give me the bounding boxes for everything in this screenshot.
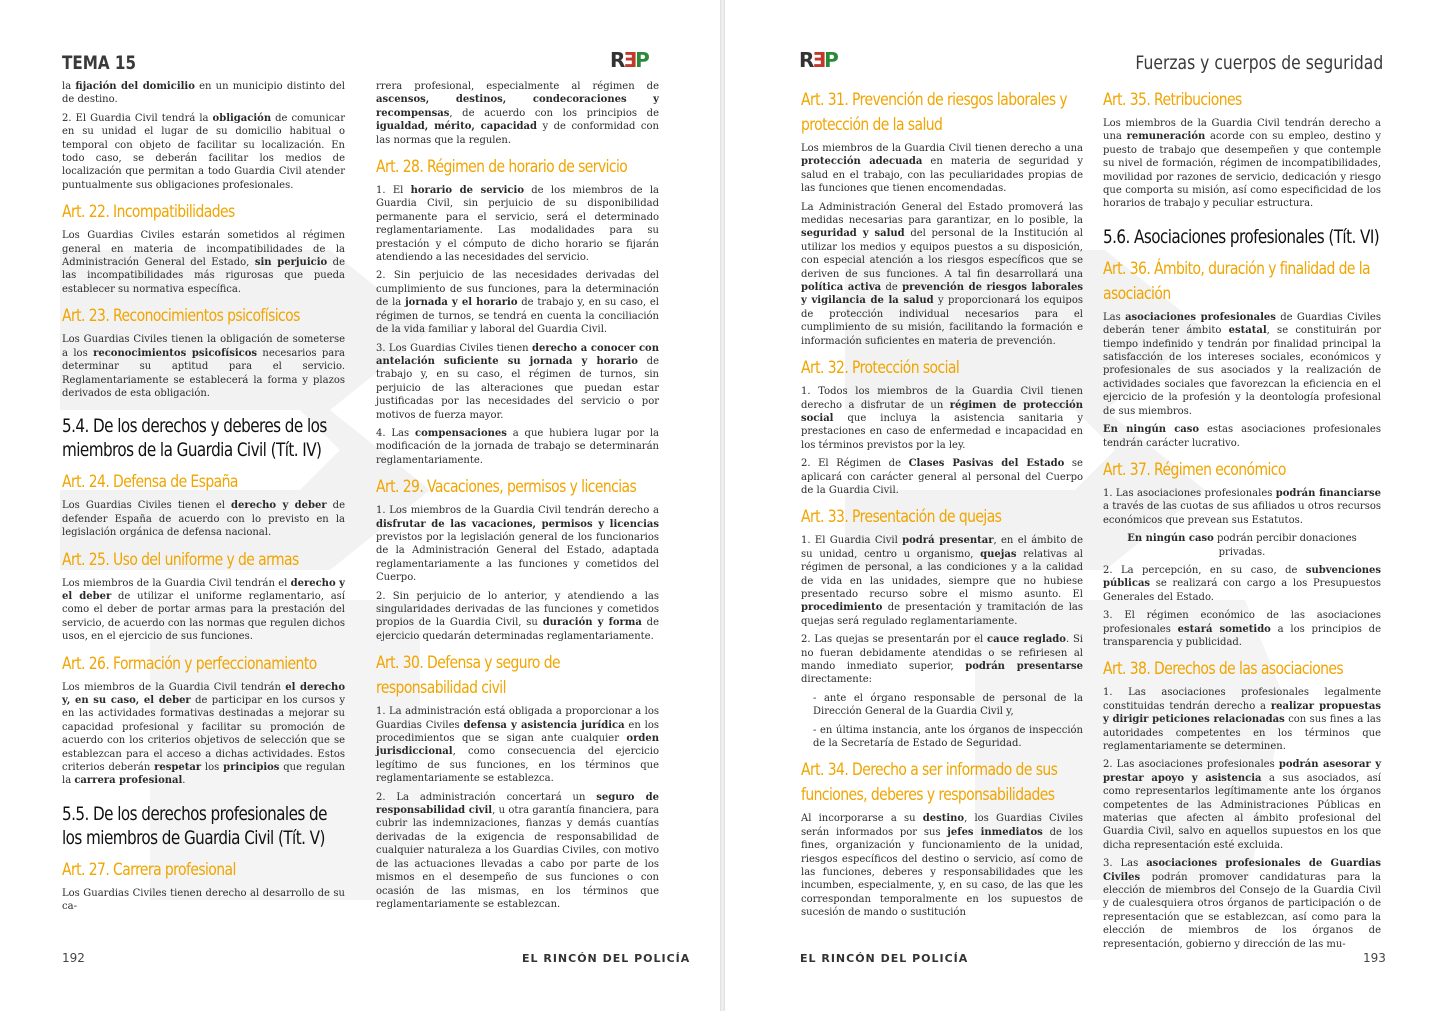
paragraph: 2. Las asociaciones profesionales podrán asesorar y prestar apoyo y asistencia a sus asociados, así como representarlos legítimamente ante los órganos competentes de las Administraciones Públicas en materias que afecten al ámbito profesional del Guardia Civil, salvo en aquellos supuestos en los que dicha representación esté excluida. — [1103, 759, 1382, 851]
paragraph: 1. El horario de servicio de los miembros de la Guardia Civil, sin perjuicio de su disponibilidad permanente para el servicio, será el determinado reglamentariamente. Las modalidades para su prestación y el cómputo de dicho horario se fijarán atendiendo a las necesidades del servicio. — [376, 185, 659, 264]
paragraph: 2. El Guardia Civil tendrá la obligación de comunicar en su unidad el lugar de su domicilio habitual o temporal con objeto de facilitar su localización. En todo caso, se deberán facilitar los medios de localización que permitan a todo Guardia Civil atender puntualmente sus obligaciones profesionales. — [62, 112, 345, 191]
paragraph: Los miembros de la Guardia Civil tendrán el derecho y, en su caso, el deber de participar en los cursos y en las actividades formativas destinadas a mejorar su capacidad profesional y facilitar su promoción de acuerdo con los criterios objetivos de selección que se establezcan para el acceso a dichas actividades. Estos criterios deberán respetar los principios que regulan la carrera profesional. — [62, 681, 345, 787]
paragraph: En ningún caso podrán percibir donaciones privadas. — [1127, 533, 1357, 558]
paragraph: la fijación del domicilio en un municipio distinto del de destino. — [62, 81, 345, 106]
right-page — [725, 0, 1445, 1011]
running-title: Fuerzas y cuerpos de seguridad — [1135, 52, 1383, 74]
paragraph: 1. Las asociaciones profesionales podrán financiarse a través de las cuotas de sus afiliados u otros recursos económicos que prevean sus Estatutos. — [1103, 487, 1382, 526]
paragraph: Al incorporarse a su destino, los Guardias Civiles serán informados por sus jefes inmediatos de los fines, organización y funcionamiento de la unidad, riesgos específicos del destino o servicio, así como de las funciones, deberes y responsabilidades que les incumben, especialmente, y, en su caso, de las que les correspondan temporalmente en los supuestos de sucesión de mando o sustitución — [801, 813, 1084, 919]
paragraph: 1. Los miembros de la Guardia Civil tendrán derecho a disfrutar de las vacaciones, permisos y licencias previstos por la legislación general de los funcionarios de la Administración General del Estado, adaptada reglamentariamente a las funciones y cometidos del Cuerpo. — [376, 505, 659, 584]
paragraph: La Administración General del Estado promoverá las medidas necesarias para garantizar, en lo posible, la seguridad y salud del personal de la Institución al utilizar los medios y equipos puestos a su disposición, con especial atención a los riesgos específicos que se deriven de sus funciones. A tal fin desarrollará una política activa de prevención de riesgos laborales y vigilancia de la salud y proporcionará los equipos de protección individual necesarios para el cumplimiento de su misión, facilitando la formación e información suficientes en materia de prevención. — [801, 201, 1084, 347]
rdp-logo: RƎP — [799, 48, 837, 72]
footer-brand: EL RINCÓN DEL POLICÍA — [800, 952, 969, 965]
paragraph: - en última instancia, ante los órganos de inspección de la Secretaría de Estado de Seguridad. — [813, 724, 1083, 750]
page-number: 193 — [1363, 951, 1386, 965]
paragraph: 2. La percepción, en su caso, de subvenciones públicas se realizará con cargo a los Presupuestos Generales del Estado. — [1103, 564, 1381, 603]
section-heading: 5.6. Asociaciones profesionales (Tít. VI) — [1103, 225, 1380, 248]
article-heading: Art. 36. Ámbito, duración y finalidad de la asociación — [1103, 258, 1371, 304]
paragraph: En ningún caso estas asociaciones profesionales tendrán carácter lucrativo. — [1103, 424, 1381, 449]
article-heading: Art. 25. Uso del uniforme y de armas — [62, 549, 299, 570]
article-heading: Art. 34. Derecho a ser informado de sus funciones, deberes y responsabilidades — [801, 760, 1058, 806]
article-heading: Art. 32. Protección social — [801, 358, 960, 379]
paragraph: Los Guardias Civiles tienen derecho al desarrollo de su ca- — [62, 887, 345, 913]
left-page — [0, 0, 720, 1011]
paragraph: 3. Los Guardias Civiles tienen derecho a conocer con antelación suficiente su jornada y horario de trabajo y, en su caso, el régimen de turnos, sin perjuicio de las alteraciones que puedan estar justificadas por las necesidades del servicio o por motivos de fuerza mayor. — [376, 342, 659, 421]
article-heading: Art. 23. Reconocimientos psicofísicos — [62, 306, 300, 327]
paragraph: 2. La administración concertará un seguro de responsabilidad civil, u otra garantía financiera, para cubrir las indemnizaciones, fianzas y demás cuantías derivadas de la exigencia de responsabilidad de cualquier naturaleza a los Guardias Civiles, con motivo de las actuaciones llevadas a cabo por parte de los mismos en el desempeño de sus funciones o con ocasión de las mismas, en los términos que reglamentariamente se establezcan. — [376, 791, 660, 910]
paragraph: 1. Las asociaciones profesionales legalmente constituidas tendrán derecho a realizar propuestas y dirigir peticiones relacionadas con sus fines a las autoridades competentes en los términos que reglamentariamente se determinen. — [1103, 687, 1382, 752]
article-heading: Art. 30. Defensa y seguro de responsabilidad civil — [376, 653, 561, 699]
paragraph: rrera profesional, especialmente al régimen de ascensos, destinos, condecoraciones y recompensas, de acuerdo con los principios de igualdad, mérito, capacidad y de conformidad con las normas que la regulen. — [376, 81, 659, 146]
article-heading: Art. 31. Prevención de riesgos laborales y protección de la salud — [801, 90, 1068, 135]
paragraph: Los miembros de la Guardia Civil tendrán derecho a una remuneración acorde con su empleo, destino y puesto de trabajo que desempeñen y que contemple su nivel de formación, régimen de incompatibilidades, movilidad por razones de servicio, dedicación y riesgo que comporta su misión, así como especificidad de los horarios de trabajo y peculiar estructura. — [1103, 118, 1381, 210]
left-column-1 — [62, 80, 345, 919]
right-column-2 — [1103, 80, 1381, 956]
paragraph: - ante el órgano responsable de personal de la Dirección General de la Guardia Civil y, — [813, 692, 1083, 718]
article-heading: Art. 37. Régimen económico — [1103, 459, 1286, 480]
left-column-2 — [376, 80, 659, 916]
paragraph: 1. Todos los miembros de la Guardia Civil tienen derecho a disfrutar de un régimen de protección social que incluya la asistencia sanitaria y prestaciones en caso de enfermedad e incapacidad en los términos previstos por la ley. — [801, 386, 1083, 451]
article-heading: Art. 38. Derechos de las asociaciones — [1103, 659, 1344, 680]
article-heading: Art. 22. Incompatibilidades — [62, 202, 235, 223]
paragraph: Los Guardias Civiles tienen la obligación de someterse a los reconocimientos psicofísicos necesarios para determinar su aptitud para el servicio. Reglamentariamente se establecerá la forma y plazos derivados de esta obligación. — [62, 334, 345, 399]
rdp-logo: RƎP — [610, 48, 648, 72]
running-title: TEMA 15 — [62, 52, 137, 74]
paragraph: Las asociaciones profesionales de Guardias Civiles deberán tener ámbito estatal, se constituirán por tiempo indefinido y tendrán por finalidad principal la satisfacción de los intereses sociales, económicos y profesionales de sus asociados y la realización de actividades sociales que favorezcan la eficiencia en el ejercicio de la profesión y la deontología profesional de sus miembros. — [1103, 311, 1382, 417]
paragraph: 4. Las compensaciones a que hubiera lugar por la modificación de la jornada de trabajo se determinarán reglamentariamente. — [376, 427, 659, 466]
paragraph: 1. La administración está obligada a proporcionar a los Guardias Civiles defensa y asistencia jurídica en los procedimientos que se sigan ante cualquier orden jurisdiccional, como consecuencia del ejercicio legítimo de sus funciones, en los términos que reglamentariamente se establezca. — [376, 706, 659, 785]
paragraph: 2. Las quejas se presentarán por el cauce reglado. Si no fueran debidamente atendidas o se refiriesen al mando inmediato superior, podrán presentarse directamente: — [801, 634, 1084, 686]
right-column-1 — [801, 80, 1083, 925]
paragraph: 3. El régimen económico de las asociaciones profesionales estará sometido a los principios de transparencia y publicidad. — [1103, 610, 1381, 648]
article-heading: Art. 27. Carrera profesional — [62, 859, 236, 880]
paragraph: 1. El Guardia Civil podrá presentar, en el ámbito de su unidad, centro u organismo, quejas relativas al régimen de personal, a las condiciones y a la calidad de vida en las unidades, siempre que no hubiese presentado recurso sobre el mismo asunto. El procedimiento de presentación y tramitación de las quejas será regulado reglamentariamente. — [801, 535, 1084, 627]
article-heading: Art. 24. Defensa de España — [62, 472, 238, 493]
paragraph: Los miembros de la Guardia Civil tienen derecho a una protección adecuada en materia de seguridad y salud en el trabajo, con las peculiaridades propias de las funciones que tienen encomendadas. — [801, 143, 1083, 195]
article-heading: Art. 33. Presentación de quejas — [801, 507, 1002, 528]
paragraph: Los Guardias Civiles tienen el derecho y deber de defender España de acuerdo con lo previsto en la legislación orgánica de defensa nacional. — [62, 500, 346, 539]
paragraph: 3. Las asociaciones profesionales de Guardias Civiles podrán promover candidaturas para la elección de miembros del Consejo de la Guardia Civil y de cualesquiera otros órganos de participación o de representación que se establezcan, así como para la elección de miembros de los órganos de representación, gobierno y dirección de las mu- — [1103, 858, 1381, 950]
paragraph: 2. El Régimen de Clases Pasivas del Estado se aplicará con carácter general al personal del Cuerpo de la Guardia Civil. — [801, 458, 1083, 496]
article-heading: Art. 26. Formación y perfeccionamiento — [62, 653, 317, 674]
paragraph: 2. Sin perjuicio de lo anterior, y atendiendo a las singularidades derivadas de las funciones y cometidos propios de la Guardia Civil, su duración y forma de ejercicio quedarán determinadas reglamentariamente. — [376, 590, 660, 642]
article-heading: Art. 28. Régimen de horario de servicio — [376, 157, 628, 178]
article-heading: Art. 35. Retribuciones — [1103, 90, 1242, 110]
paragraph: Los miembros de la Guardia Civil tendrán el derecho y el deber de utilizar el uniforme reglamentario, así como el deber de portar armas para la prestación del servicio, de acuerdo con las normas que regulen dichos usos, en el ejercicio de sus funciones. — [62, 577, 345, 643]
article-heading: Art. 29. Vacaciones, permisos y licencias — [376, 477, 637, 498]
section-heading: 5.5. De los derechos profesionales de los miembros de Guardia Civil (Tít. V) — [62, 802, 327, 849]
section-heading: 5.4. De los derechos y deberes de los miembros de la Guardia Civil (Tít. IV) — [62, 415, 327, 462]
paragraph: 2. Sin perjuicio de las necesidades derivadas del cumplimiento de sus funciones, para la determinación de la jornada y el horario de trabajo y, en su caso, el régimen de turnos, se tendrá en cuenta la conciliación de la vida familiar y laboral del Guardia Civil. — [376, 270, 659, 336]
page-number: 192 — [62, 951, 85, 965]
paragraph: Los Guardias Civiles estarán sometidos al régimen general en materia de incompatibilidades de la Administración General del Estado, sin perjuicio de las incompatibilidades más rigurosas que pueda establecer su normativa específica. — [62, 230, 346, 295]
footer-brand: EL RINCÓN DEL POLICÍA — [522, 952, 691, 965]
